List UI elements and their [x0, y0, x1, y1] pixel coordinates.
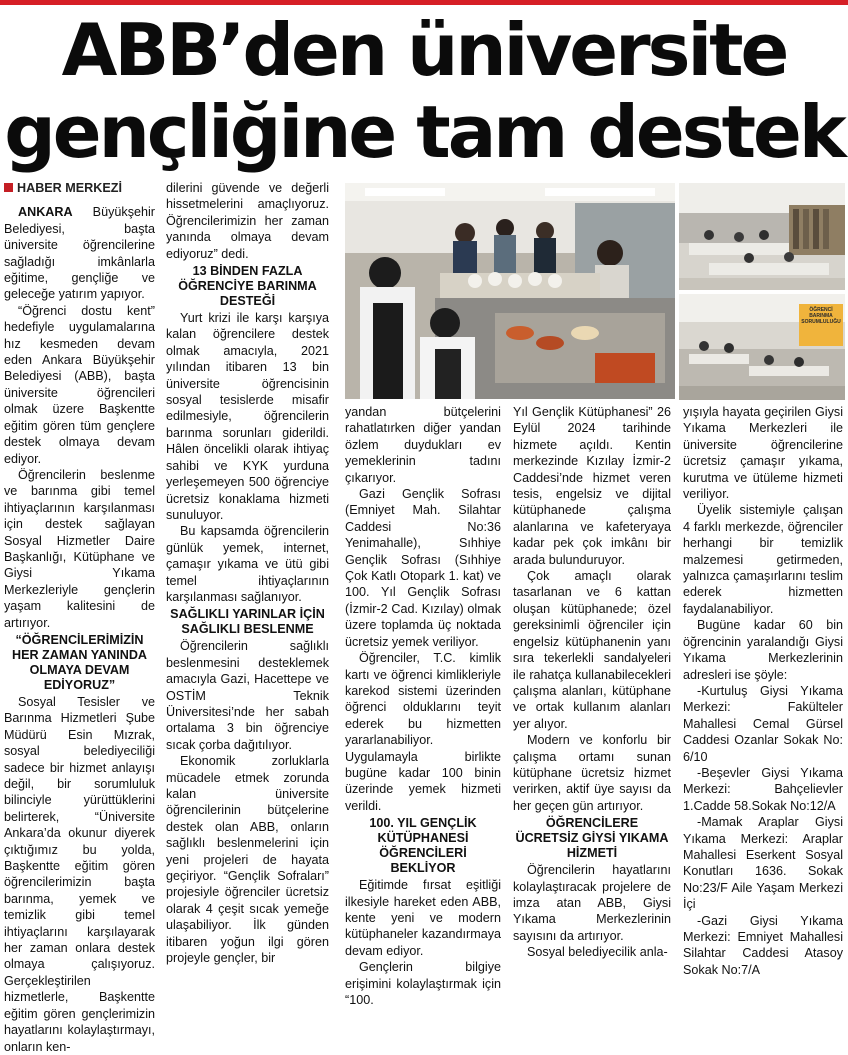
subheading: 100. YIL GENÇLİK KÜTÜPHANESİ ÖĞRENCİLERİ BEKLİYOR	[369, 816, 477, 876]
paragraph: “Öğrenci dostu kent” hedefiyle uygulamalarına hız kesmeden devam eden Ankara Büyükşehir Belediyesi (ABB), başta üniversite öğrencileri olmak üzere Başkentte eğitim gören tüm gençlere destek olmaya devam ediyor.	[4, 303, 155, 466]
paragraph: Öğrencilerin beslenme ve barınma gibi temel ihtiyaçlarının karşılanması için destek sağlayan Sosyal Hizmetler Daire Başkanlığı, Kütüphane ve Giysi Yıkama Merkezleriyle gençlerin yaşam kalitesini de artırıyor.	[4, 467, 155, 630]
paragraph: Yıl Gençlik Kütüphanesi” 26 Eylül 2024 tarihinde hizmete açıldı. Kentin merkezinde Kızılay İzmir-2 Caddesi’nde hizmet veren tesis, engelsiz ve dijital kütüphanede çalışma alanlarına ve kafeteryaya kadar pek çok imkânı bir arada bulunduruyor.	[513, 405, 671, 567]
address-item: -Beşevler Giysi Yıkama Merkezi: Bahçelievler 1.Cadde 58.Sokak No:12/A	[683, 765, 843, 813]
subheading: SAĞLIKLI YARINLAR İÇİN SAĞLIKLI BESLENME	[170, 607, 325, 637]
subheading: “ÖĞRENCİLERİMİZİN HER ZAMAN YANINDA OLMAYA DEVAM EDİYORUZ”	[11, 632, 148, 692]
paragraph: Gazi Gençlik Sofrası (Emniyet Mah. Silahtar Caddesi No:36 Yenimahalle), Sıhhiye Gençlik Sofrası (Sıhhiye Çok Katlı Otopark 1. kat) ve 100. Yıl Gençlik Sofrası (İzmir-2 Cad. Kızılay) olmak üzere toplamda üç noktada ücretsiz yemek veriliyor.	[345, 487, 501, 649]
paragraph: Gençlerin bilgiye erişimini kolaylaştırmak için “100.	[345, 960, 501, 1007]
paragraph: Öğrencilerin hayatlarını kolaylaştıracak projelere de imza atan ABB, Giysi Yıkama Merkezlerinin sayısını da artırıyor.	[513, 863, 671, 943]
address-item: -Kurtuluş Giysi Yıkama Merkezi: Fakülteler Mahallesi Cemal Gürsel Caddesi Ozanlar Sokak No: 6/10	[683, 683, 843, 764]
byline: HABER MERKEZİ	[4, 180, 155, 196]
library-photo	[679, 183, 845, 290]
paragraph: Eğitimde fırsat eşitliği ilkesiyle hareket eden ABB, kente yeni ve modern kütüphaneler kazandırmaya devam ediyor.	[345, 878, 501, 958]
paragraph: Öğrenciler, T.C. kimlik kartı ve öğrenci kimlikleriyle karekod sistemi üzerinden öğrenci olduklarını teyit ederek bu hizmetten yararlanabiliyor. Uygulamayla birlikte bugüne kadar 100 binin üzerinde yemek hizmeti verildi.	[345, 651, 501, 813]
paragraph: Modern ve konforlu bir çalışma ortamı sunan kütüphane ücretsiz hizmet verirken, aktif üye sayısı da her geçen gün artırıyor.	[513, 733, 671, 813]
paragraph: yışıyla hayata geçirilen Giysi Yıkama Merkezleri ile üniversite öğrencilerine ücretsiz çamaşır yıkama, kurutma ve ütüleme hizmeti veriliyor.	[683, 405, 843, 502]
paragraph: Yurt krizi ile karşı karşıya kalan öğrencilere destek olmak amacıyla, 2021 yılından itibaren 13 bin üniversite öğrencisinin sosyal tesislerde misafir edilmesiyle, öğrencilerin barınma sorunları giderildi. Hâlen öncelikli olarak ihtiyaç sahibi ve KYK yurduna yerleşemeyen 500 öğrenciye ücretsiz konaklama hizmeti sunuluyor.	[166, 311, 329, 522]
paragraph: yandan bütçelerini rahatlatırken diğer yandan özlem duydukları ev yemeklerinin tadını çıkarıyor.	[345, 405, 501, 485]
paragraph: Öğrencilerin sağlıklı beslenmesini desteklemek amacıyla Gazi, Hacettepe ve OSTİM Teknik Üniversitesi’nde her sabah ortalama 3 bin öğrenciye sıcak çorba dağıtılıyor.	[166, 639, 329, 752]
article-column-2	[166, 180, 329, 966]
paragraph: Üyelik sistemiyle çalışan 4 farklı merkezde, öğrenciler herhangi bir temizlik malzemesi getirmeden, yalnızca çamaşırlarını teslim ederek hizmetten faydalanabiliyor.	[683, 503, 843, 616]
article-column-1	[4, 180, 155, 1055]
paragraph: Çok amaçlı olarak tasarlanan ve 6 kattan oluşan kütüphanede; özel gereksinimli öğrenciler için engelsiz kütüphanenin yanı sıra tekerlekli sandalyeleri ile rahatça kullanabilecekleri çalışma alanları, kütüphane ve ortak kullanım alanları yer alıyor.	[513, 569, 671, 731]
address-item: -Gazi Giysi Yıkama Merkezi: Emniyet Mahallesi Silahtar Caddesi Atasoy Sokak No:7/A	[683, 913, 843, 977]
paragraph: Sosyal belediyecilik anla-	[527, 945, 668, 960]
subheading: ÖĞRENCİLERE ÜCRETSİZ GİYSİ YIKAMA HİZMETİ	[515, 816, 669, 861]
article-column-4	[513, 404, 671, 961]
top-red-bar	[0, 0, 848, 5]
photo-sign-text: ÖĞRENCİ BARINMA SORUMLULUĞU	[801, 307, 841, 325]
paragraph: Bugüne kadar 60 bin öğrencinin yaralandığı Giysi Yıkama Merkezlerinin adresleri ise şöyle:	[683, 618, 843, 682]
headline-line-2: gençliğine tam destek	[4, 90, 844, 174]
subheading: 13 BİNDEN FAZLA ÖĞRENCİYE BARINMA DESTEĞİ	[178, 264, 317, 309]
address-item: -Mamak Araplar Giysi Yıkama Merkezi: Araplar Mahallesi Eserkent Sosyal Konutları 1636. Sokak No:23/F Aile Yaşam Merkezi İçi	[683, 815, 843, 912]
paragraph: Ekonomik zorluklarla mücadele etmek zorunda kalan üniversite öğrencilerinin bütçelerine destek olan ABB, onların sağlıklı beslenmelerini için yeni projeleri de hayata geçiriyor. “Gençlik Sofraları” projesiyle öğrenciler ücretsiz olarak 4 çeşit sıcak yemeğe ulaşabiliyor. İlk günden itibaren yoğun ilgi gören projeyle gençler, bir	[166, 754, 329, 966]
paragraph: Sosyal Tesisler ve Barınma Hizmetleri Şube Müdürü Esin Mızrak, sosyal belediyeciliği sadece bir hizmet anlayışı değil, bir sorumluluk bilinciyle yürüttüklerini belirterek, “Üniversite Ankara’da okunur diyerek çıktığımız bu yolda, Başkentte eğitim gören öğrencilerimizin başta barınma, yemek ve temizlik gibi temel ihtiyaçlarını karşılayarak her zaman onlara destek olmaya çalışıyoruz. Gerçekleştirilen hizmetlerle, Başkentte eğitim gören gençlerimizin hayatlarını kolaylaştırmayı, onların ken-	[4, 694, 155, 1054]
article-column-3	[345, 404, 501, 1008]
byline-square-icon	[4, 183, 13, 192]
cafeteria-photo	[345, 183, 675, 399]
paragraph: ANKARA Büyükşehir Belediyesi, başta üniversite öğrencilerine sağladığı imkânlarla eğitime, gençliğe ve geleceğe yatırım yapıyor.	[4, 205, 155, 302]
article-column-5	[683, 404, 843, 978]
paragraph: Bu kapsamda öğrencilerin günlük yemek, internet, çamaşır yıkama ve ütü gibi temel ihtiyaçlarının karşılanması sağlanıyor.	[166, 524, 329, 604]
headline-line-1: ABB’den üniversite	[61, 8, 787, 92]
paragraph: dilerini güvende ve değerli hissetmelerini amaçlıyoruz. Öğrencilerimizin her zaman yanında olmaya devam ediyoruz” dedi.	[166, 181, 329, 261]
laundry-center-photo	[679, 294, 845, 400]
dateline: ANKARA	[18, 205, 73, 220]
